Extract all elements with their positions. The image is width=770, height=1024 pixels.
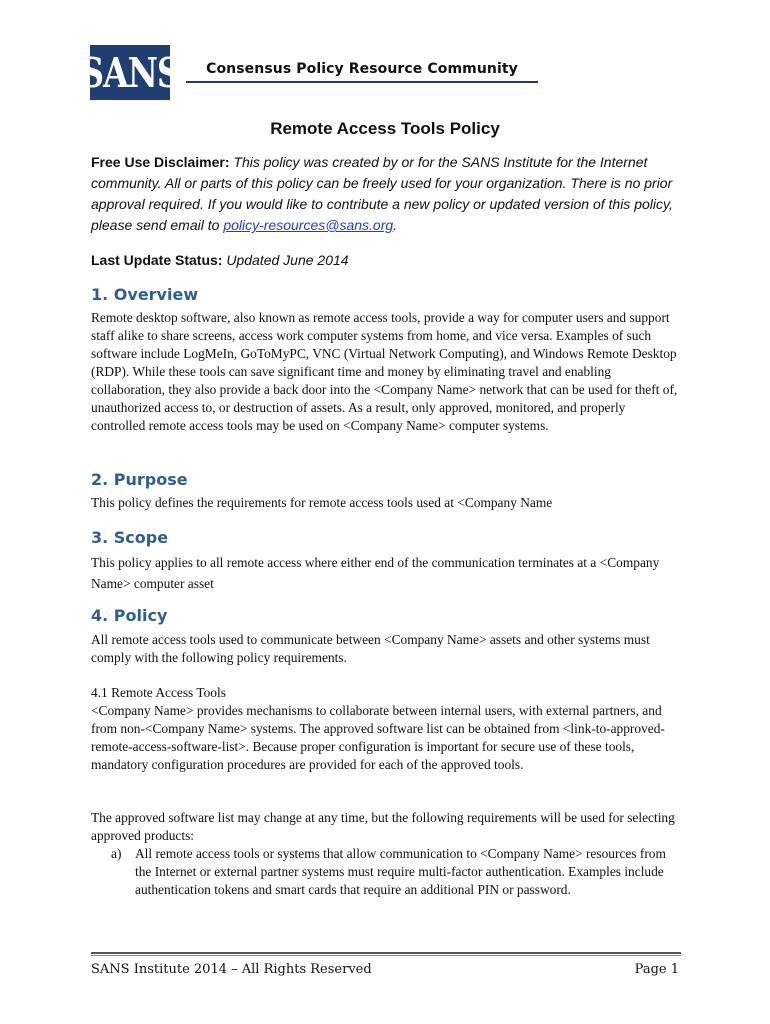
section-text-policy: All remote access tools used to communicate between <Company Name> assets and other systems must comply with the following policy requirements. — [91, 632, 650, 665]
section-text-scope: This policy applies to all remote access where either end of the communication terminates at a <Company Name> computer asset — [91, 555, 660, 591]
disclaimer-email-link[interactable]: policy-resources@sans.org — [223, 217, 394, 233]
list-item-marker: a) — [111, 846, 122, 861]
footer-copyright: SANS Institute 2014 – All Rights Reserved — [91, 962, 372, 977]
disclaimer-end: . — [393, 217, 398, 233]
update-status — [91, 250, 681, 271]
section-heading-scope: 3. Scope — [91, 528, 169, 547]
section-text-purpose: This policy defines the requirements for remote access tools used at <Company Name — [91, 495, 553, 510]
subsection-heading-remote-access-tools: 4.1 Remote Access Tools — [91, 685, 226, 700]
section-heading-overview: 1. Overview — [91, 285, 199, 304]
disclaimer-text: This policy was created by or for the SANS Institute for the Internet community. All or parts of this policy can be freely used for your organization. There is no prior approval required. If you would like to contribute a new policy or updated version of this policy, please send email to — [91, 154, 673, 233]
logo-text: SANS — [80, 48, 180, 97]
requirements-list — [91, 845, 681, 899]
community-title: Consensus Policy Resource Community — [186, 61, 538, 83]
list-item — [91, 845, 681, 899]
approved-list-intro: The approved software list may change at any time, but the following requirements will be used for selecting approved products: — [91, 810, 675, 843]
disclaimer — [91, 152, 681, 236]
sans-logo — [80, 45, 180, 100]
list-item-text: All remote access tools or systems that allow communication to <Company Name> resources from the Internet or external partner systems must require multi-factor authentication. Examples include authentication tokens and smart cards that require an additional PIN or password. — [135, 846, 666, 897]
update-status-label: Last Update Status: — [91, 252, 223, 268]
section-text-overview: Remote desktop software, also known as remote access tools, provide a way for computer users and support staff alike to share screens, access work computer systems from home, and vice versa. Examples of such software include LogMeIn, GoToMyPC, VNC (Virtual Network Computing), and Windows Remote Desktop (RDP). While these tools can save significant time and money by eliminating travel and enabling collaboration, they also provide a back door into the <Company Name> network that can be used for theft of, unauthorized access to, or destruction of assets. As a result, only approved, monitored, and properly controlled remote access tools may be used on <Company Name> computer systems. — [91, 310, 678, 433]
footer-page-number: Page 1 — [634, 962, 679, 977]
section-heading-policy: 4. Policy — [91, 606, 168, 625]
section-heading-purpose: 2. Purpose — [91, 470, 188, 489]
footer-divider — [91, 952, 681, 956]
subsection-text-remote-access-tools: <Company Name> provides mechanisms to collaborate between internal users, with external partners, and from non-<Company Name> systems. The approved software list can be obtained from <link-to-approved-remote-access-software-list>. Because proper configuration is important for secure use of these tools, mandatory configuration procedures are provided for each of the approved tools. — [91, 703, 665, 772]
update-status-value: Updated June 2014 — [226, 252, 349, 268]
page-title: Remote Access Tools Policy — [270, 119, 500, 138]
disclaimer-label: Free Use Disclaimer: — [91, 154, 230, 170]
